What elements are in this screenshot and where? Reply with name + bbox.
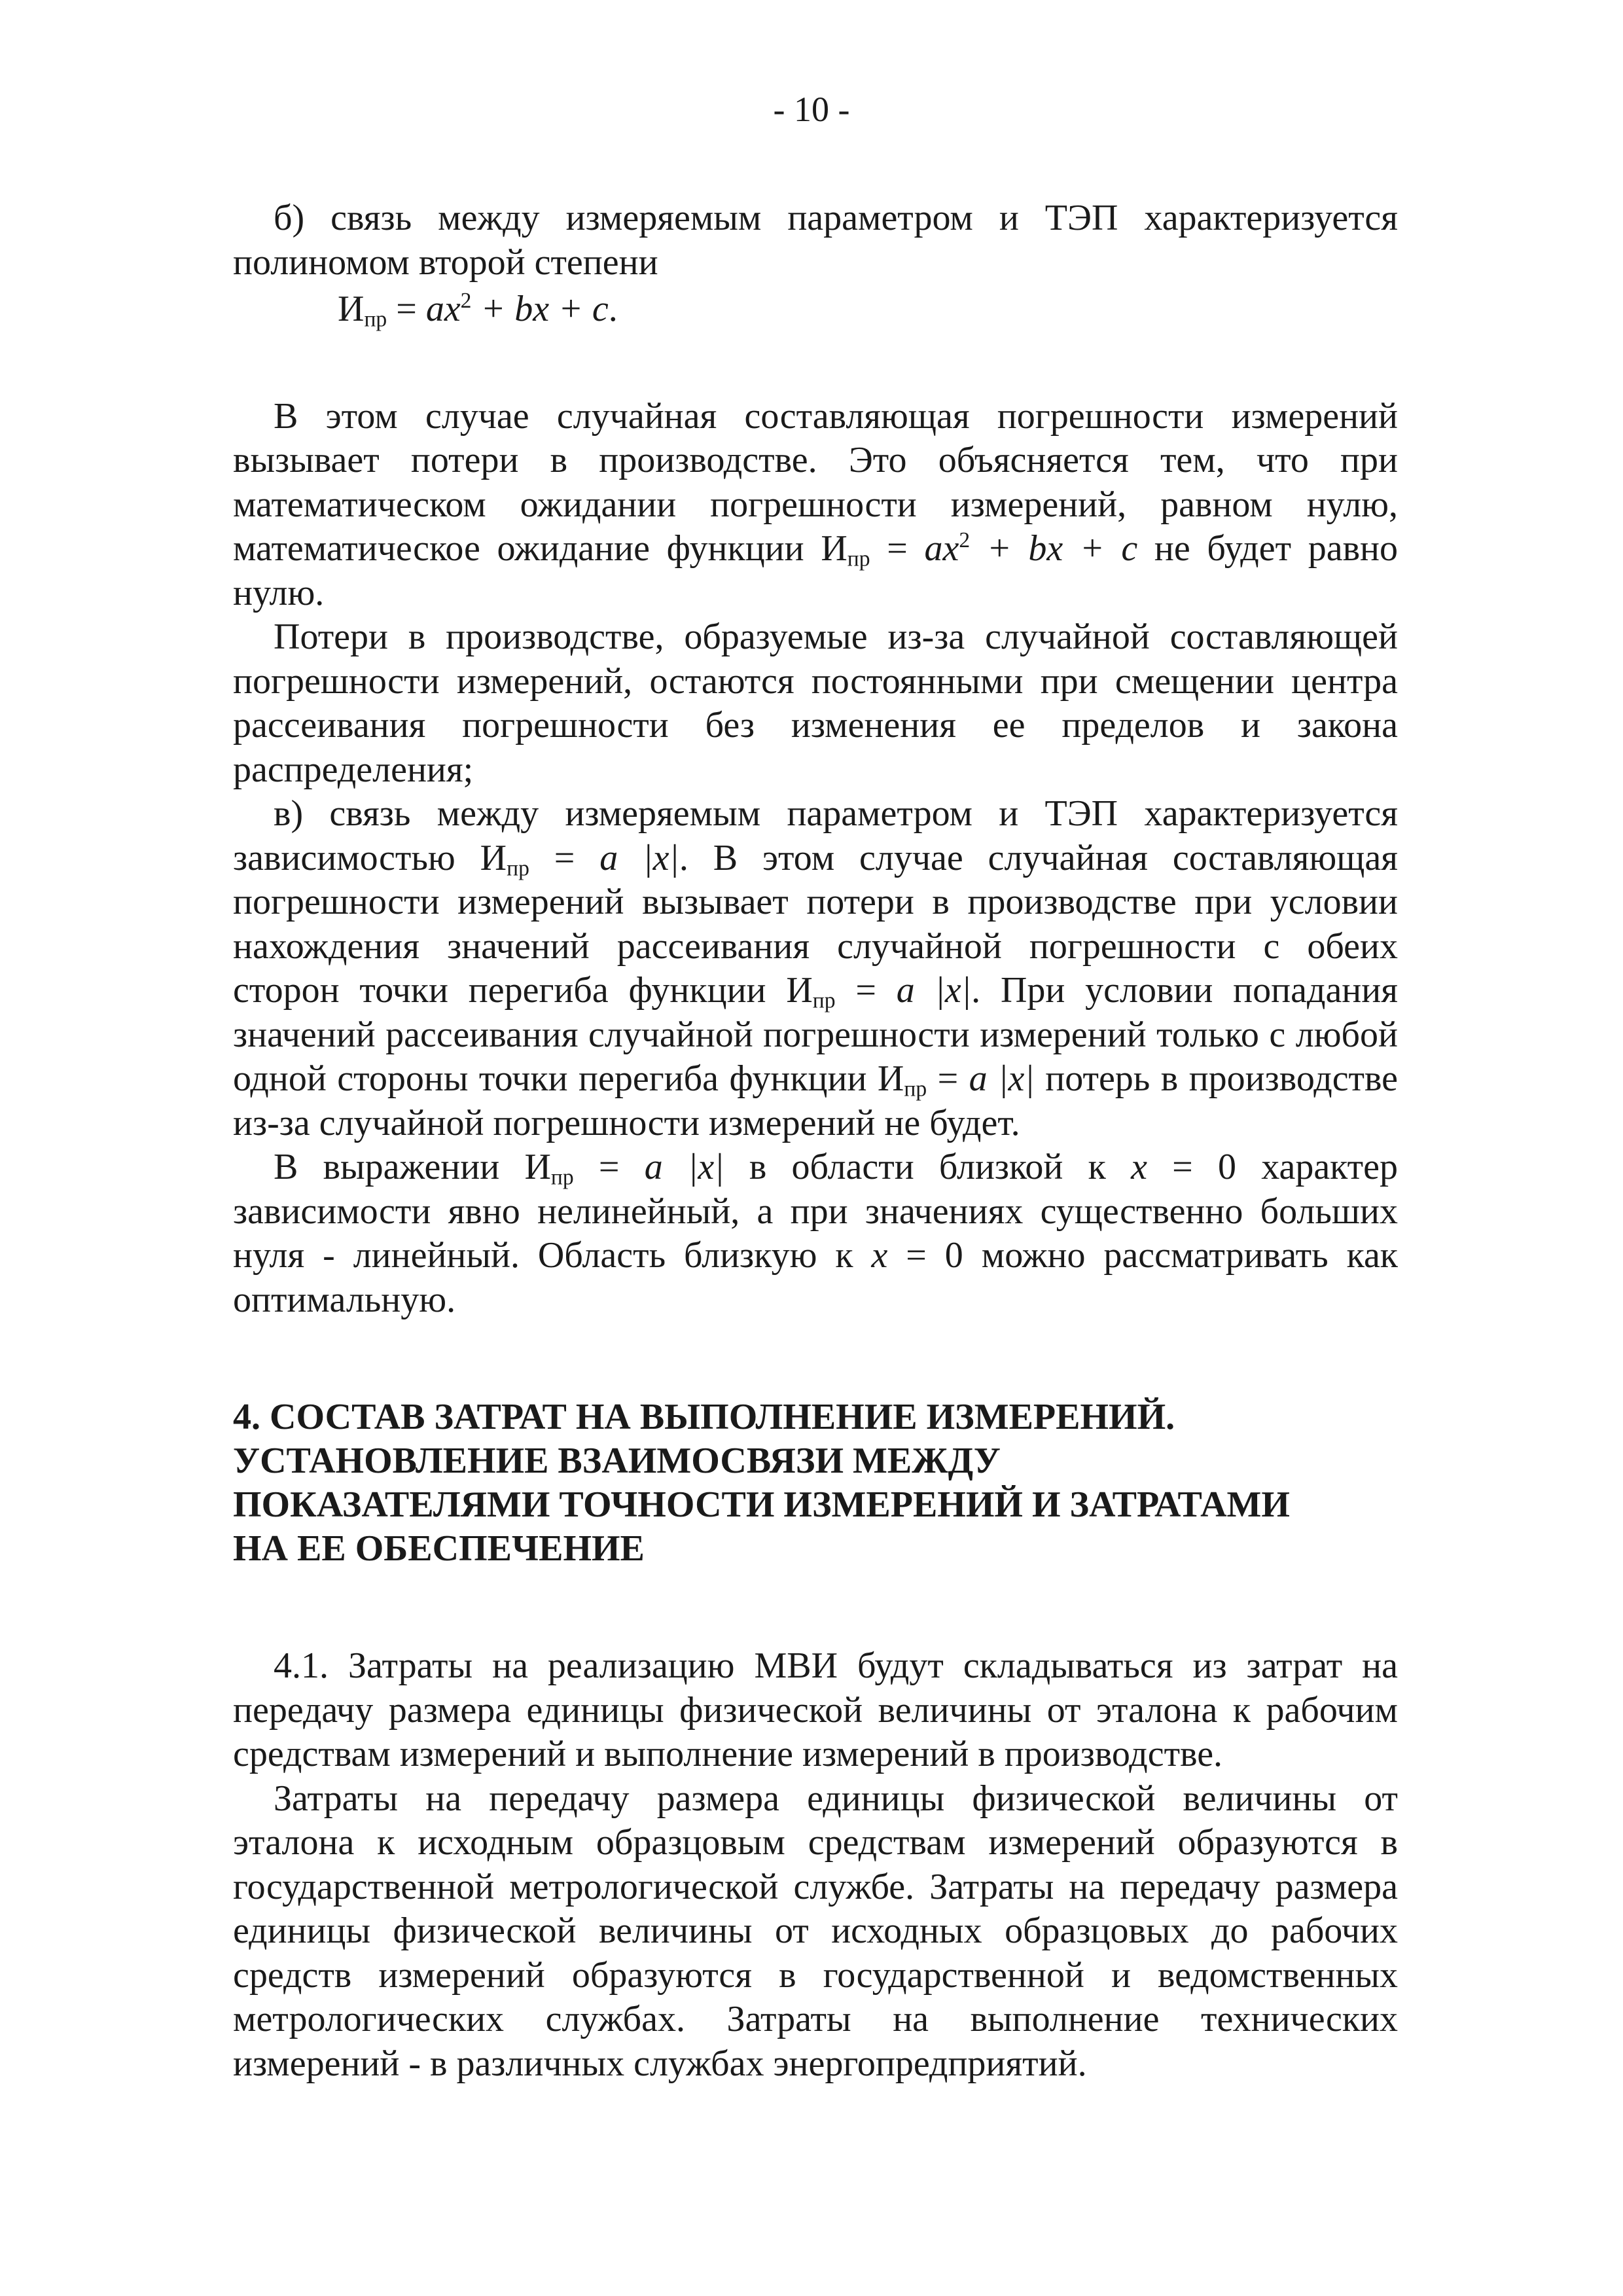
inline-formula-term: a |x|: [644, 1147, 724, 1187]
inline-formula-var: И: [480, 837, 507, 878]
paragraph-text: в) связь между измеряемым параметром и ТЭП характеризуется зависимостью: [233, 793, 1398, 878]
formula-exponent: 2: [460, 288, 472, 313]
paragraph-text: . При условии попадания значений рассеивания случайной погрешности измерений только с любой одной стороны точки перегиба функции: [233, 970, 1398, 1099]
paragraph-text: . В этом случае случайная составляющая погрешности измерений вызывает потери в производстве при условии нахождения значений рассеивания случайной погрешности с обеих сторон точки перегиба функции: [233, 837, 1398, 1011]
paragraph-expression-region: [233, 1145, 1398, 1322]
formula-polynomial: [233, 287, 1398, 332]
formula-term: ax: [425, 289, 461, 329]
inline-formula-var: И: [786, 970, 813, 1011]
inline-formula-var: И: [821, 528, 847, 569]
paragraph-text: потерь в производстве из-за случайной погрешности измерений не будет.: [233, 1058, 1398, 1143]
paragraph-random-component: [233, 395, 1398, 616]
section-heading-line: НА ЕЕ ОБЕСПЕЧЕНИЕ: [233, 1528, 645, 1569]
inline-formula-exponent: 2: [959, 528, 971, 552]
inline-formula-eq: =: [529, 837, 600, 878]
inline-formula-term: x: [1131, 1147, 1147, 1187]
formula-eq: =: [387, 289, 426, 329]
section-heading-line: 4. СОСТАВ ЗАТРАТ НА ВЫПОЛНЕНИЕ ИЗМЕРЕНИЙ.: [233, 1397, 1175, 1437]
inline-formula-subscript: пр: [550, 1165, 574, 1190]
inline-formula-eq: =: [835, 970, 897, 1011]
paragraph-text: характер зависимости явно нелинейный, а при значениях существенно больших нуля - линейный. Область близкую к: [233, 1147, 1398, 1276]
paragraph-text: Потери в производстве, образуемые из-за случайной составляющей погрешности измерений, остаются постоянными при смещении центра рассеивания погрешности без изменения ее пределов и закона распределения;: [233, 617, 1398, 790]
inline-formula-eq: = 0: [1147, 1147, 1236, 1187]
paragraph-text: б) связь между измеряемым параметром и ТЭП характеризуется полиномом второй степени: [233, 198, 1398, 283]
paragraph-text: В этом случае случайная составляющая погрешности измерений вызывает потери в производстве. Это объясняется тем, что при математическом ожидании погрешности измерений, равном нулю, математическое ожидание функции: [233, 395, 1398, 569]
section-heading: [233, 1395, 1398, 1571]
paragraph-text: в области близкой к: [749, 1147, 1106, 1187]
inline-formula-term: + bx + c: [970, 528, 1138, 569]
inline-formula-term: ax: [924, 528, 959, 569]
inline-formula-subscript: пр: [904, 1077, 927, 1102]
paragraph-4-1: [233, 1644, 1398, 1777]
paragraph-text: можно рассматривать как оптимальную.: [233, 1235, 1399, 1320]
inline-formula-term: a |x|: [599, 837, 679, 878]
inline-formula-var: И: [524, 1147, 551, 1187]
inline-formula-term: x: [871, 1235, 888, 1276]
paragraph-text: не будет равно нулю.: [233, 528, 1399, 613]
formula-var: И: [338, 289, 365, 329]
paragraph-polynomial-intro: [233, 196, 1398, 285]
inline-formula-eq: =: [927, 1058, 969, 1099]
inline-formula-subscript: пр: [812, 988, 836, 1013]
inline-formula-subscript: пр: [507, 855, 529, 880]
paragraph-text: 4.1. Затраты на реализацию МВИ будут складываться из затрат на передачу размера единицы физической величины от эталона к рабочим средствам измерений и выполнение измерений в производстве.: [233, 1645, 1398, 1774]
inline-formula-var: И: [877, 1058, 904, 1099]
formula-period: .: [608, 289, 618, 329]
formula-subscript: пр: [364, 307, 387, 332]
inline-formula-eq: =: [573, 1147, 645, 1187]
inline-formula-eq: =: [870, 528, 925, 569]
paragraph-text: В выражении: [274, 1147, 500, 1187]
section-heading-line: УСТАНОВЛЕНИЕ ВЗАИМОСВЯЗИ МЕЖДУ: [233, 1441, 1001, 1481]
paragraph-text: Затраты на передачу размера единицы физической величины от эталона к исходным образцовым средствам измерений образуются в государственной метрологической службе. Затраты на передачу размера единицы физической величины от исходных образцовых до рабочих средств измерений образуются в государственной и ведомственных метрологических службах. Затраты на выполнение технических измерений - в различных службах энергопредприятий.: [233, 1778, 1398, 2084]
paragraph-production-losses: [233, 615, 1398, 792]
inline-formula-term: a |x|: [896, 970, 972, 1011]
inline-formula-eq: = 0: [887, 1235, 963, 1276]
inline-formula-term: a |x|: [969, 1058, 1035, 1099]
inline-formula-subscript: пр: [847, 547, 870, 571]
paragraph-cost-sources: [233, 1777, 1398, 2087]
body-text: [233, 196, 1398, 2086]
formula-term: + bx + c: [471, 289, 609, 329]
section-heading-line: ПОКАЗАТЕЛЯМИ ТОЧНОСТИ ИЗМЕРЕНИЙ И ЗАТРАТАМИ: [233, 1484, 1290, 1525]
paragraph-absolute-dependence: [233, 792, 1398, 1145]
page-number: - 10 -: [773, 90, 850, 129]
